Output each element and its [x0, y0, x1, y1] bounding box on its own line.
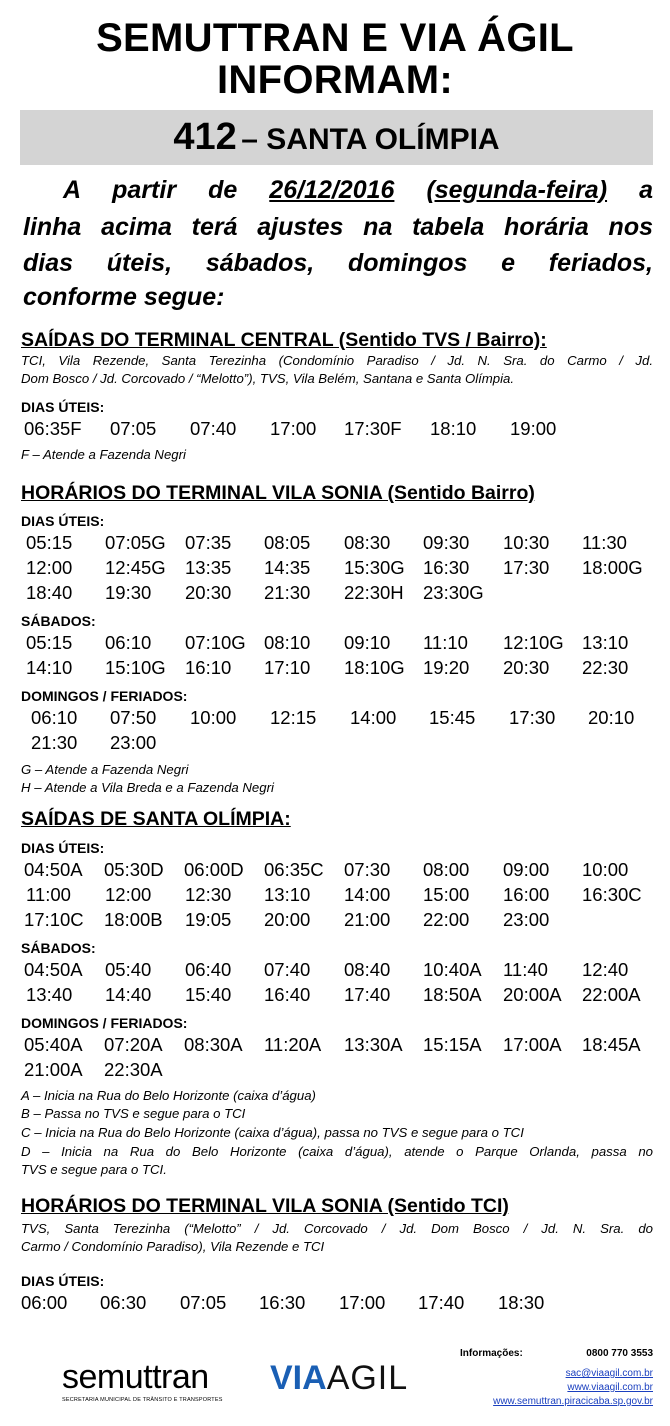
- departure-time: 20:00A: [503, 984, 562, 1005]
- departure-time: 09:30: [423, 532, 470, 553]
- departure-time: 06:00D: [184, 859, 244, 880]
- schedule-row: [0, 907, 670, 932]
- departure-time: 04:50A: [24, 959, 83, 980]
- departure-time: 17:30: [503, 557, 550, 578]
- schedule-row: [0, 1290, 670, 1315]
- departure-time: 09:10: [344, 632, 391, 653]
- departure-time: 04:50A: [24, 859, 83, 880]
- schedule-label: DOMINGOS / FERIADOS:: [21, 688, 188, 704]
- departure-time: 18:10: [430, 418, 477, 439]
- departure-time: 18:10G: [344, 657, 405, 678]
- departure-time: 09:00: [503, 859, 550, 880]
- departure-time: 18:45A: [582, 1034, 641, 1055]
- departure-time: 23:30G: [423, 582, 484, 603]
- departure-time: 15:15A: [423, 1034, 482, 1055]
- schedule-label: SÁBADOS:: [21, 940, 96, 956]
- intro-text: a: [639, 176, 653, 204]
- headline-line1: SEMUTTRAN E VIA ÁGIL: [96, 16, 574, 60]
- departure-time: 18:00B: [104, 909, 163, 930]
- footnote: G – Atende a Fazenda Negri: [21, 762, 189, 777]
- departure-time: 22:30H: [344, 582, 404, 603]
- departure-time: 10:40A: [423, 959, 482, 980]
- route-line: Carmo / Condomínio Paradiso), Vila Rezende e TCI: [21, 1239, 325, 1254]
- route-name: – SANTA OLÍMPIA: [241, 123, 500, 156]
- departure-time: 19:30: [105, 582, 152, 603]
- departure-time: 11:20A: [264, 1034, 322, 1055]
- viaagil-logo-text: AGIL: [326, 1359, 409, 1397]
- departure-time: 13:30A: [344, 1034, 403, 1055]
- route-line: Dom Bosco / Jd. Corcovado / “Melotto”), TVS, Vila Belém, Santana e Santa Olímpia.: [21, 371, 515, 386]
- departure-time: 12:00: [26, 557, 73, 578]
- intro-text: A partir de: [63, 176, 238, 204]
- departure-time: 21:30: [31, 732, 78, 753]
- semuttran-logo-subtitle: SECRETARIA MUNICIPAL DE TRÂNSITO E TRANSPORTES: [62, 1397, 223, 1403]
- departure-time: 13:10: [264, 884, 311, 905]
- schedule-label: DIAS ÚTEIS:: [21, 840, 105, 856]
- departure-time: 10:00: [582, 859, 629, 880]
- departure-time: 07:10G: [185, 632, 246, 653]
- section-title: HORÁRIOS DO TERMINAL VILA SONIA (Sentido Bairro): [21, 482, 535, 504]
- departure-time: 11:10: [423, 632, 468, 653]
- departure-time: 17:10: [264, 657, 311, 678]
- schedule-row: [0, 957, 670, 982]
- departure-time: 06:30: [100, 1292, 147, 1313]
- departure-time: 14:10: [26, 657, 73, 678]
- departure-time: 19:05: [185, 909, 232, 930]
- departure-time: 07:05: [180, 1292, 227, 1313]
- schedule-row: [0, 416, 670, 441]
- departure-time: 15:10G: [105, 657, 166, 678]
- schedule-row: [0, 1032, 670, 1057]
- departure-time: 12:30: [185, 884, 232, 905]
- effective-date: 26/12/2016: [269, 176, 395, 204]
- departure-time: 16:30: [423, 557, 470, 578]
- departure-time: 15:30G: [344, 557, 405, 578]
- departure-time: 05:30D: [104, 859, 164, 880]
- schedule-row: [0, 580, 670, 605]
- section-title: SAÍDAS DE SANTA OLÍMPIA:: [21, 808, 291, 830]
- departure-time: 12:45G: [105, 557, 166, 578]
- departure-time: 08:30A: [184, 1034, 243, 1055]
- departure-time: 10:00: [190, 707, 237, 728]
- departure-time: 13:10: [582, 632, 629, 653]
- departure-time: 17:00A: [503, 1034, 562, 1055]
- departure-time: 20:30: [503, 657, 550, 678]
- departure-time: 16:00: [503, 884, 550, 905]
- intro-line2: linha acima terá ajustes na tabela horária nos: [23, 213, 653, 241]
- departure-time: 06:35C: [264, 859, 324, 880]
- departure-time: 06:10: [105, 632, 152, 653]
- departure-time: 07:30: [344, 859, 391, 880]
- departure-time: 15:00: [423, 884, 470, 905]
- departure-time: 22:30A: [104, 1059, 163, 1080]
- schedule-label: SÁBADOS:: [21, 613, 96, 629]
- schedule-row: [0, 530, 670, 555]
- departure-time: 20:30: [185, 582, 232, 603]
- schedule-row: [0, 555, 670, 580]
- section-title: SAÍDAS DO TERMINAL CENTRAL (Sentido TVS / Bairro):: [21, 329, 547, 351]
- departure-time: 17:40: [344, 984, 391, 1005]
- phone-number: 0800 770 3553: [586, 1348, 653, 1359]
- headline-line2: INFORMAM:: [217, 58, 453, 102]
- footnote: D – Inicia na Rua do Belo Horizonte (caixa d’água), atende o Parque Orlanda, passa no: [21, 1144, 653, 1159]
- departure-time: 12:10G: [503, 632, 564, 653]
- departure-time: 05:40A: [24, 1034, 83, 1055]
- footnote: C – Inicia na Rua do Belo Horizonte (caixa d’água), passa no TVS e segue para o TCI: [21, 1125, 524, 1140]
- departure-time: 14:35: [264, 557, 311, 578]
- website-link[interactable]: www.semuttran.piracicaba.sp.gov.br: [493, 1396, 653, 1407]
- departure-time: 12:15: [270, 707, 317, 728]
- info-label: Informações:: [460, 1348, 523, 1359]
- departure-time: 10:30: [503, 532, 550, 553]
- footnote: TVS e segue para o TCI.: [21, 1162, 167, 1177]
- departure-time: 07:05: [110, 418, 157, 439]
- departure-time: 15:40: [185, 984, 232, 1005]
- departure-time: 07:50: [110, 707, 157, 728]
- departure-time: 18:50A: [423, 984, 482, 1005]
- departure-time: 06:10: [31, 707, 78, 728]
- email-link[interactable]: sac@viaagil.com.br: [565, 1368, 653, 1379]
- departure-time: 06:35F: [24, 418, 82, 439]
- departure-time: 08:00: [423, 859, 470, 880]
- departure-time: 06:00: [21, 1292, 68, 1313]
- footnote: H – Atende a Vila Breda e a Fazenda Negri: [21, 780, 274, 795]
- departure-time: 17:10C: [24, 909, 84, 930]
- schedule-row: [0, 730, 670, 755]
- departure-time: 16:30C: [582, 884, 642, 905]
- departure-time: 18:00G: [582, 557, 643, 578]
- schedule-row: [0, 655, 670, 680]
- schedule-row: [0, 982, 670, 1007]
- departure-time: 17:30F: [344, 418, 402, 439]
- departure-time: 21:30: [264, 582, 311, 603]
- intro-line3: dias úteis, sábados, domingos e feriados,: [23, 249, 653, 277]
- departure-time: 19:00: [510, 418, 557, 439]
- route-description: [21, 352, 653, 388]
- route-description: [21, 1220, 653, 1256]
- departure-time: 20:00: [264, 909, 311, 930]
- schedule-row: [0, 1057, 670, 1082]
- departure-time: 11:00: [26, 884, 71, 905]
- departure-time: 08:40: [344, 959, 391, 980]
- intro-line4: conforme segue:: [23, 283, 225, 311]
- viaagil-logo: [270, 1358, 408, 1398]
- departure-time: 05:15: [26, 632, 73, 653]
- departure-time: 17:00: [270, 418, 317, 439]
- departure-time: 16:40: [264, 984, 311, 1005]
- departure-time: 22:30: [582, 657, 629, 678]
- route-line: TVS, Santa Terezinha (“Melotto” / Jd. Corcovado / Jd. Dom Bosco / Jd. N. Sra. do: [21, 1221, 653, 1236]
- schedule-row: [0, 857, 670, 882]
- viaagil-logo-mark: VIA: [270, 1359, 327, 1397]
- footnote: A – Inicia na Rua do Belo Horizonte (caixa d’água): [21, 1088, 316, 1103]
- departure-time: 16:10: [185, 657, 232, 678]
- section-title: HORÁRIOS DO TERMINAL VILA SONIA (Sentido TCI): [21, 1195, 509, 1217]
- departure-time: 16:30: [259, 1292, 306, 1313]
- website-link[interactable]: www.viaagil.com.br: [567, 1382, 653, 1393]
- route-banner: [20, 110, 653, 165]
- route-number: 412: [173, 116, 237, 158]
- schedule-row: [0, 882, 670, 907]
- departure-time: 17:30: [509, 707, 556, 728]
- departure-time: 14:40: [105, 984, 152, 1005]
- departure-time: 22:00A: [582, 984, 641, 1005]
- departure-time: 18:30: [498, 1292, 545, 1313]
- departure-time: 20:10: [588, 707, 635, 728]
- schedule-label: DIAS ÚTEIS:: [21, 399, 105, 415]
- departure-time: 11:30: [582, 532, 627, 553]
- footnote: F – Atende a Fazenda Negri: [21, 447, 186, 462]
- departure-time: 08:10: [264, 632, 311, 653]
- departure-time: 21:00A: [24, 1059, 83, 1080]
- departure-time: 07:40: [264, 959, 311, 980]
- weekday: (segunda-feira): [426, 176, 608, 204]
- departure-time: 06:40: [185, 959, 232, 980]
- schedule-label: DIAS ÚTEIS:: [21, 513, 105, 529]
- schedule-row: [0, 705, 670, 730]
- departure-time: 07:35: [185, 532, 232, 553]
- departure-time: 22:00: [423, 909, 470, 930]
- route-line: TCI, Vila Rezende, Santa Terezinha (Condomínio Paradiso / Jd. N. Sra. do Carmo / Jd.: [21, 353, 653, 368]
- departure-time: 12:40: [582, 959, 629, 980]
- departure-time: 21:00: [344, 909, 391, 930]
- departure-time: 14:00: [350, 707, 397, 728]
- departure-time: 15:45: [429, 707, 476, 728]
- departure-time: 08:05: [264, 532, 311, 553]
- departure-time: 17:40: [418, 1292, 465, 1313]
- departure-time: 08:30: [344, 532, 391, 553]
- departure-time: 14:00: [344, 884, 391, 905]
- intro-line1: [23, 177, 653, 204]
- departure-time: 07:40: [190, 418, 237, 439]
- departure-time: 07:20A: [104, 1034, 163, 1055]
- departure-time: 05:40: [105, 959, 152, 980]
- departure-time: 23:00: [503, 909, 550, 930]
- departure-time: 18:40: [26, 582, 73, 603]
- departure-time: 12:00: [105, 884, 152, 905]
- footnote: B – Passa no TVS e segue para o TCI: [21, 1106, 246, 1121]
- schedule-row: [0, 630, 670, 655]
- departure-time: 19:20: [423, 657, 470, 678]
- departure-time: 17:00: [339, 1292, 386, 1313]
- schedule-label: DIAS ÚTEIS:: [21, 1273, 105, 1289]
- departure-time: 07:05G: [105, 532, 166, 553]
- departure-time: 05:15: [26, 532, 73, 553]
- departure-time: 13:40: [26, 984, 73, 1005]
- schedule-label: DOMINGOS / FERIADOS:: [21, 1015, 188, 1031]
- departure-time: 23:00: [110, 732, 157, 753]
- departure-time: 11:40: [503, 959, 548, 980]
- departure-time: 13:35: [185, 557, 232, 578]
- semuttran-logo: semuttran: [62, 1358, 209, 1396]
- contact-info: [460, 1347, 653, 1409]
